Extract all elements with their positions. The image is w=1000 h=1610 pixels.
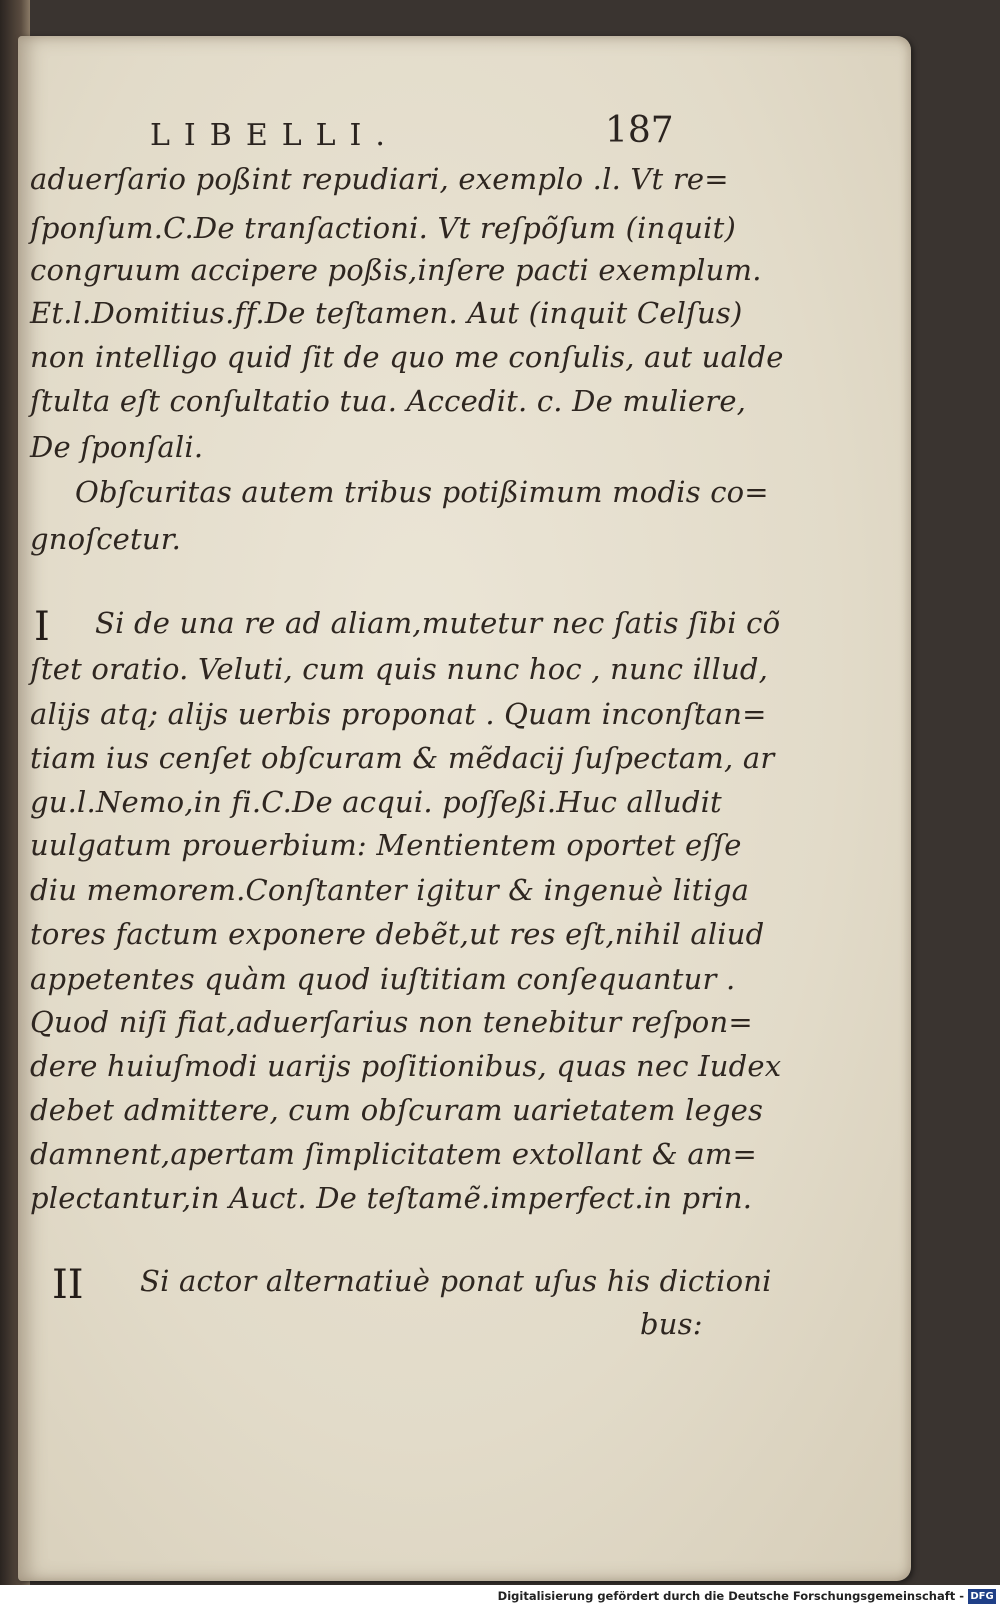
text-line: Si actor alternatiuè ponat uſus his dictioni (140, 1264, 772, 1298)
text-line: dere huiuſmodi uarijs poſitionibus, quas nec Iudex (30, 1049, 782, 1083)
text-line: Si de una re ad aliam,mutetur nec ſatis ſibi cõ (95, 606, 781, 640)
footer-bar (0, 1585, 1000, 1610)
text-line: uulgatum prouerbium: Mentientem oportet eſſe (30, 828, 742, 862)
running-head: LIBELLI. (150, 118, 399, 153)
text-line: ſtulta eſt conſultatio tua. Accedit. c. De muliere, (30, 384, 747, 418)
text-line: Quod niſi fiat,aduerſarius non tenebitur reſpon= (30, 1005, 753, 1039)
text-line: non intelligo quid ſit de quo me conſulis, aut ualde (30, 340, 784, 374)
section-numeral: II (52, 1262, 84, 1308)
page-number: 187 (605, 110, 674, 151)
text-line: congruum accipere poßis,inſere pacti exemplum. (30, 253, 762, 287)
dfg-logo: DFG (968, 1589, 996, 1604)
text-line: damnent,apertam ſimplicitatem extollant & am= (30, 1137, 758, 1171)
text-line: gu.l.Nemo,in fi.C.De acqui. poſſeßi.Huc alludit (30, 785, 722, 819)
text-line: tiam ius cenſet obſcuram & mẽdacij ſuſpectam, ar (30, 741, 775, 775)
text-line: bus: (640, 1307, 703, 1341)
text-line: tores factum exponere debẽt,ut res eſt,nihil aliud (30, 917, 765, 951)
text-line: De ſponſali. (30, 430, 204, 464)
text-line: alijs atq; alijs uerbis proponat . Quam inconſtan= (30, 697, 767, 731)
text-line: Et.l.Domitius.ff.De teſtamen. Aut (inquit Celſus) (30, 296, 743, 330)
text-line: debet admittere, cum obſcuram uarietatem leges (30, 1093, 764, 1127)
funding-credit: Digitalisierung gefördert durch die Deutsche Forschungsgemeinschaft - (497, 1589, 964, 1603)
text-line: aduerſario poßint repudiari, exemplo .l. Vt re= (30, 162, 729, 196)
text-line: ſtet oratio. Veluti, cum quis nunc hoc , nunc illud, (30, 652, 769, 686)
text-line: plectantur,in Auct. De teſtamẽ.imperfect.in prin. (30, 1181, 753, 1215)
text-line: ſponſum.C.De tranſactioni. Vt reſpõſum (inquit) (30, 211, 736, 245)
text-line: appetentes quàm quod iuſtitiam conſequantur . (30, 962, 736, 996)
section-numeral: I (34, 604, 50, 650)
text-line: Obſcuritas autem tribus potißimum modis co= (75, 475, 769, 509)
text-line: diu memorem.Conſtanter igitur & ingenuè litiga (30, 873, 750, 907)
text-line: gnoſcetur. (30, 522, 182, 556)
